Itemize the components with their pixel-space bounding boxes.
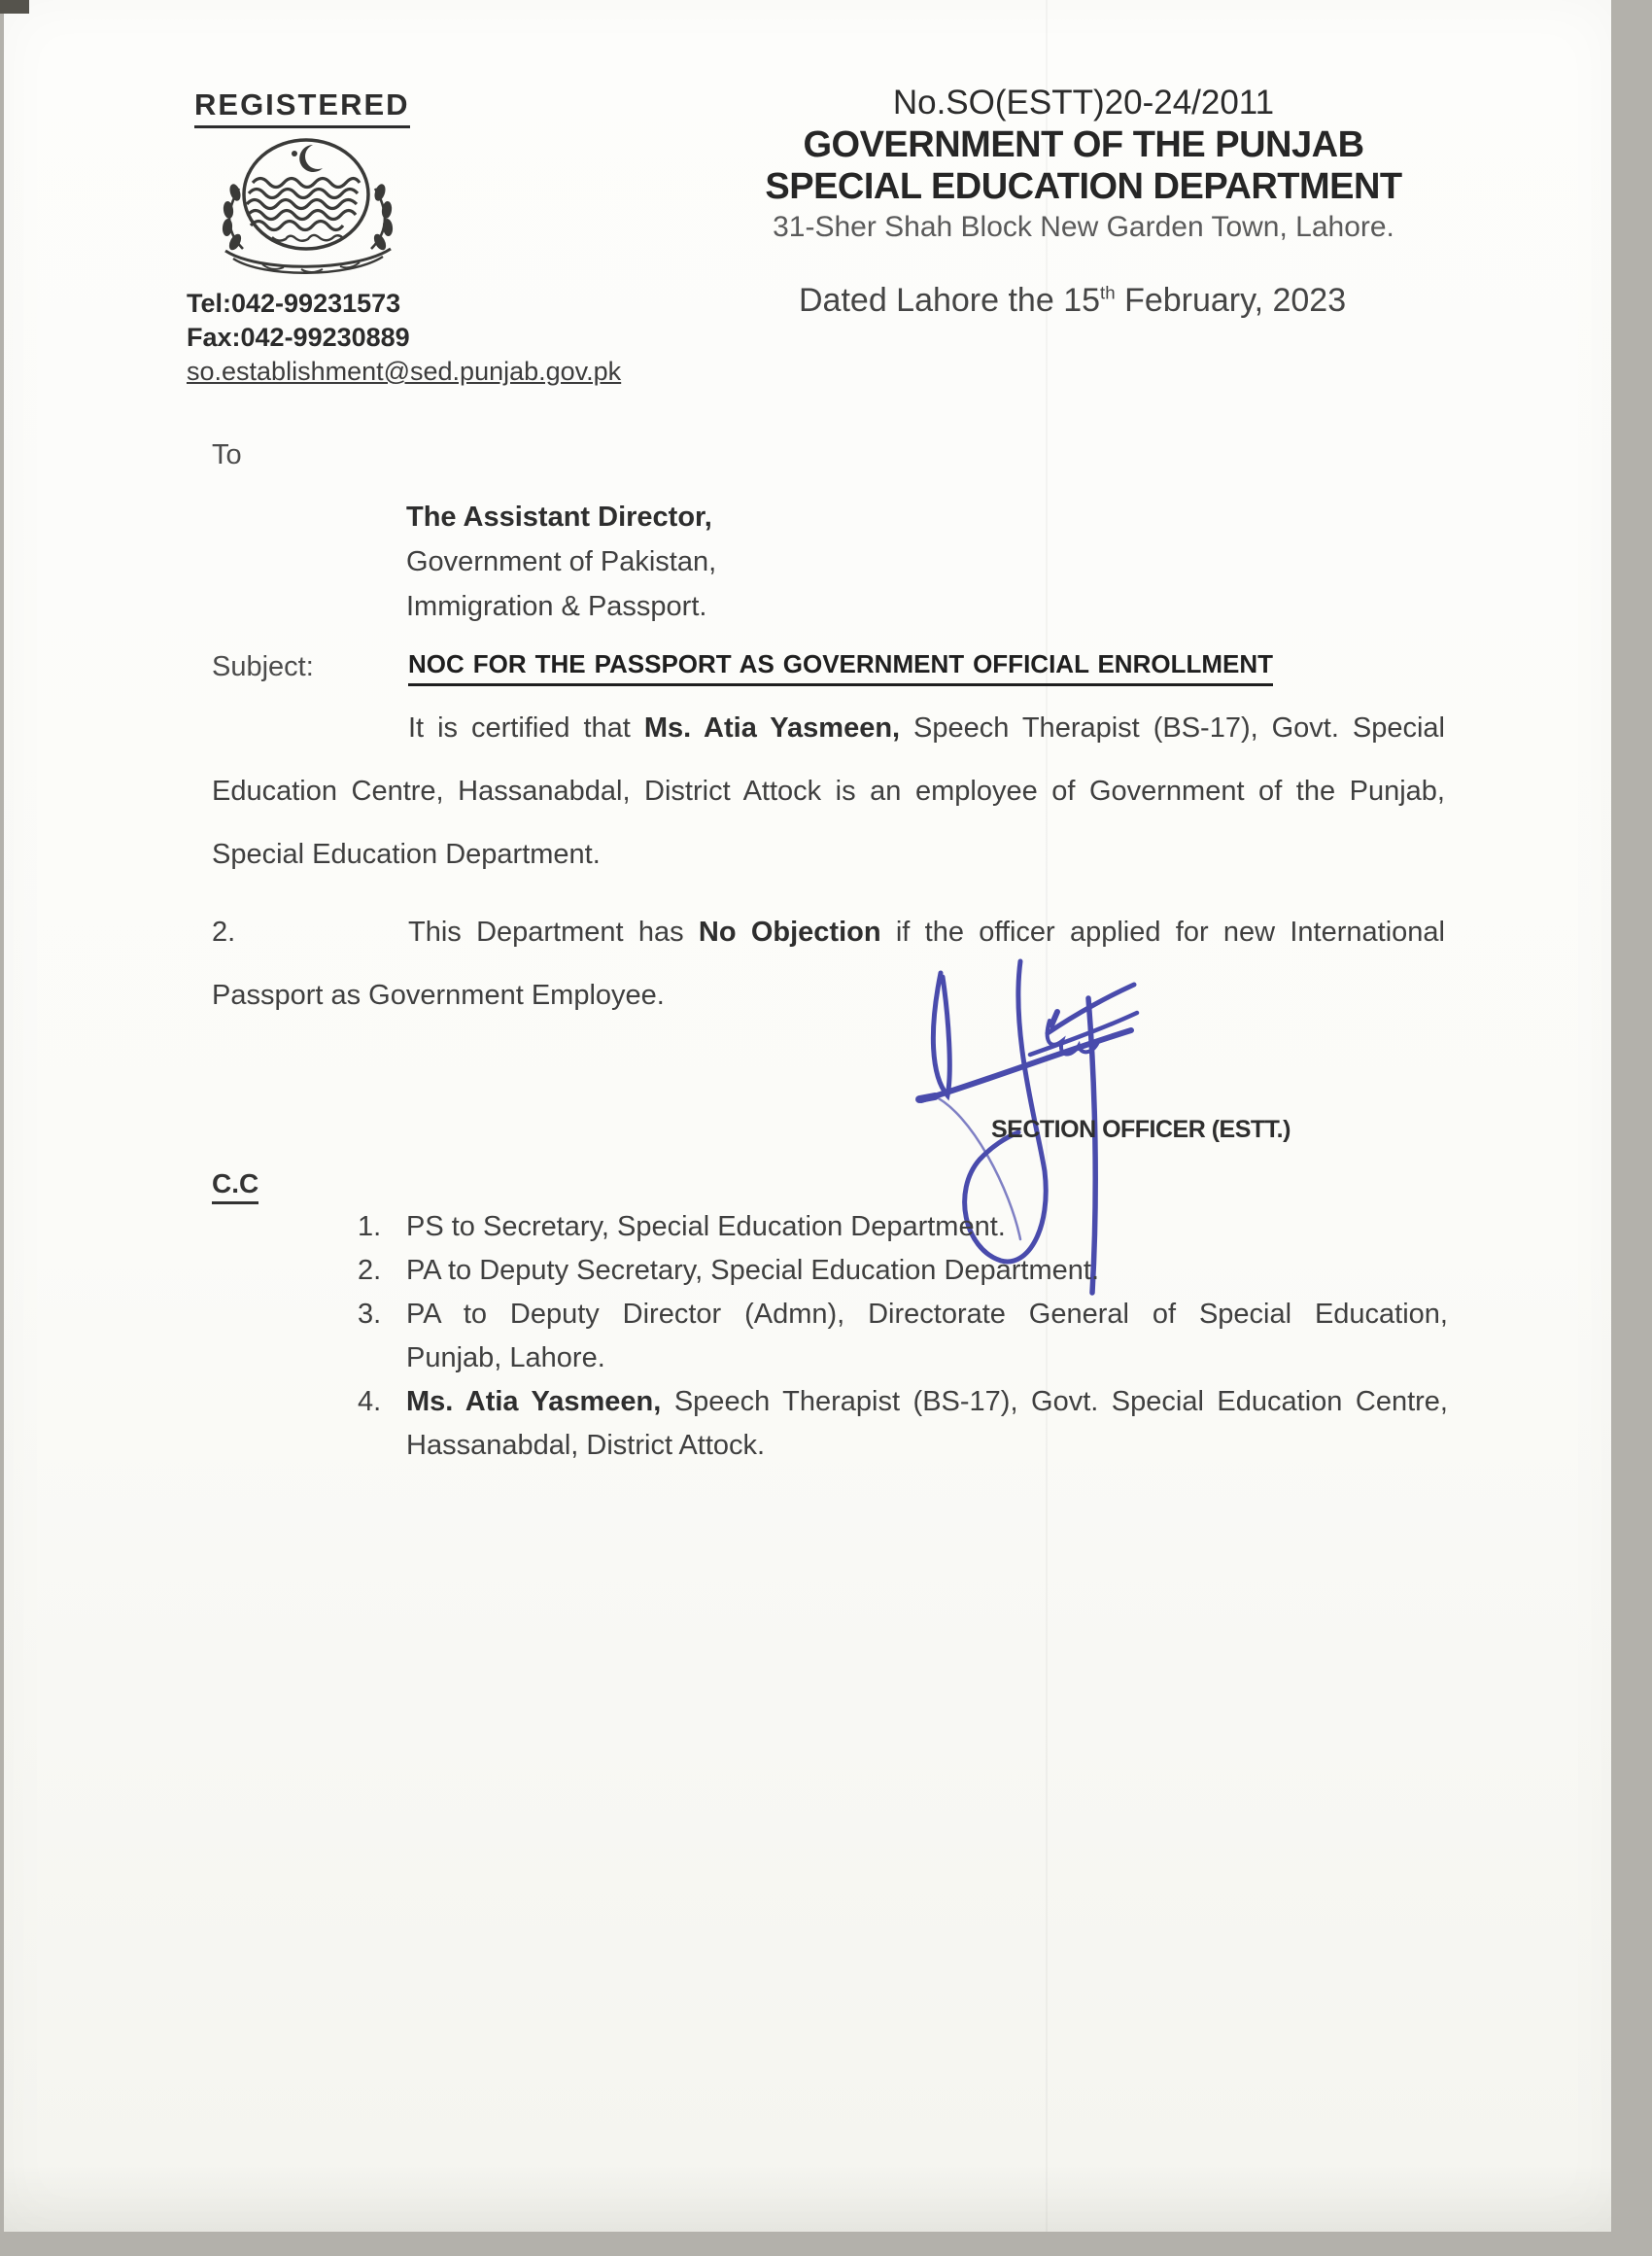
para2-line2: Passport as Government Employee. <box>212 980 665 1011</box>
recipient-dept: Immigration & Passport. <box>406 591 707 622</box>
date-suffix: February, 2023 <box>1115 282 1347 319</box>
cc-item4-line1 <box>406 1386 1448 1418</box>
para1-line1-pre: It is certified that <box>408 712 644 744</box>
to-label: To <box>212 439 242 470</box>
para2-line1 <box>408 917 1445 949</box>
fax-line: Fax:042-99230889 <box>187 323 410 352</box>
recipient-name: The Assistant Director, <box>406 502 712 533</box>
para1-line2: Education Centre, Hassanabdal, District Attock is an employee of Government of the Punjab, <box>212 776 1445 807</box>
department-title: SPECIAL EDUCATION DEPARTMENT <box>765 166 1402 207</box>
scan-corner-artifact <box>0 0 29 14</box>
para1-line3: Special Education Department. <box>212 839 601 870</box>
para1-line1-bold: Ms. Atia Yasmeen, <box>643 712 901 744</box>
date-ordinal: th <box>1100 282 1116 303</box>
para2-line1-post: if the officer applied for new International <box>880 917 1445 948</box>
cc-item1-number: 1. <box>358 1211 382 1242</box>
date-line <box>799 282 1346 320</box>
cc-item3-number: 3. <box>358 1299 382 1330</box>
subject-text: NOC FOR THE PASSPORT AS GOVERNMENT OFFICIAL ENROLLMENT <box>408 649 1273 686</box>
cc-item3-line1: PA to Deputy Director (Admn), Directorate General of Special Education, <box>406 1299 1448 1330</box>
para2-line1-bold: No Objection <box>698 917 881 948</box>
cc-label: C.C <box>212 1168 258 1204</box>
punjab-crest-logo <box>204 132 413 280</box>
registered-label: REGISTERED <box>194 87 410 128</box>
date-prefix: Dated Lahore the 15 <box>799 282 1101 319</box>
para2-line1-pre: This Department has <box>408 917 699 948</box>
government-title: GOVERNMENT OF THE PUNJAB <box>803 124 1364 165</box>
cc-item3-line2: Punjab, Lahore. <box>406 1342 605 1373</box>
cc-item4-number: 4. <box>358 1386 382 1417</box>
cc-item4-rest: Speech Therapist (BS-17), Govt. Special Education Centre, <box>661 1386 1448 1417</box>
para1-line1-post: Speech Therapist (BS-17), Govt. Special <box>900 712 1445 744</box>
reference-number: No.SO(ESTT)20-24/2011 <box>892 84 1275 121</box>
letterhead <box>739 84 1428 244</box>
cc-item1: PS to Secretary, Special Education Department. <box>406 1211 1006 1242</box>
cc-item4-bold: Ms. Atia Yasmeen, <box>406 1386 662 1417</box>
cc-item2: PA to Deputy Secretary, Special Education Department. <box>406 1255 1100 1286</box>
para2-number: 2. <box>212 917 236 948</box>
recipient-org: Government of Pakistan, <box>406 546 717 577</box>
cc-item2-number: 2. <box>358 1255 382 1286</box>
cc-item4-line2: Hassanabdal, District Attock. <box>406 1430 766 1461</box>
email-line: so.establishment@sed.punjab.gov.pk <box>187 357 622 386</box>
department-address: 31-Sher Shah Block New Garden Town, Lahore. <box>773 211 1394 243</box>
tel-line: Tel:042-99231573 <box>187 289 401 318</box>
subject-label: Subject: <box>212 651 314 682</box>
signatory-title: SECTION OFFICER (ESTT.) <box>991 1116 1291 1143</box>
para1-line1 <box>408 712 1445 745</box>
